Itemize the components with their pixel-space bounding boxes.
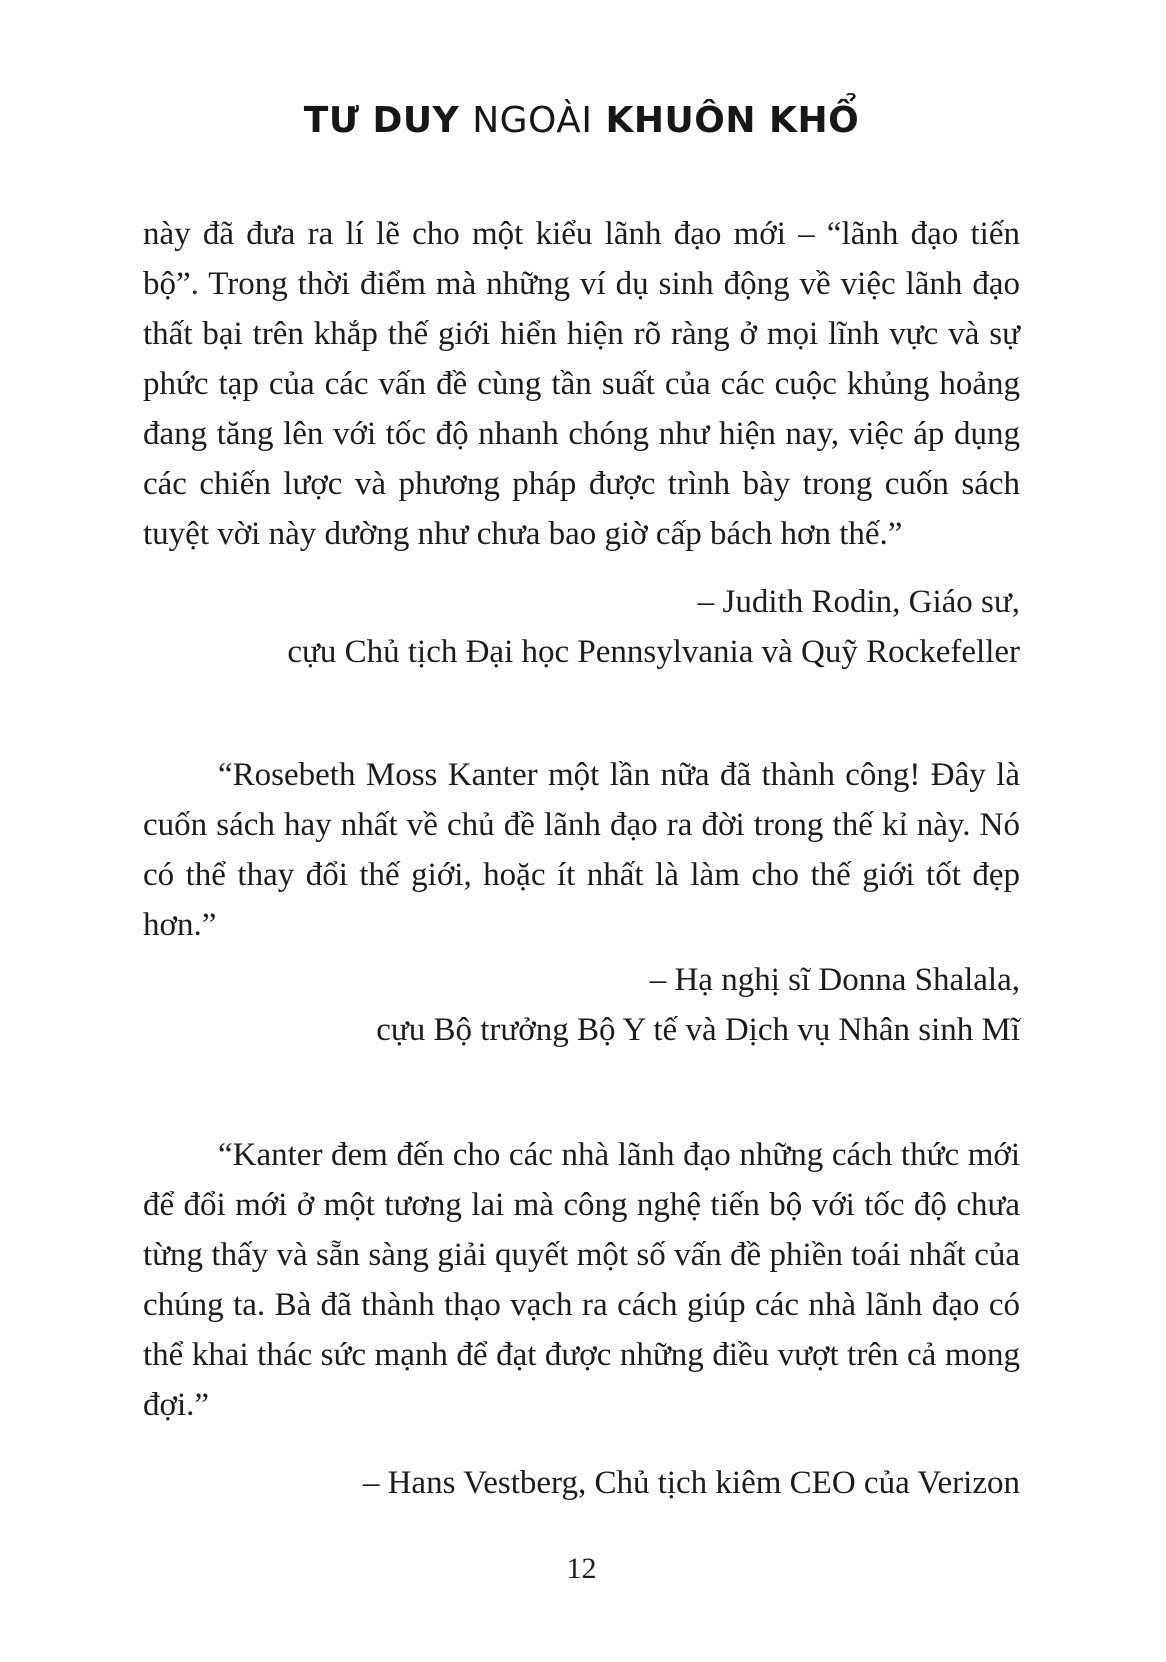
quote-paragraph-2: “Rosebeth Moss Kanter một lần nữa đã thành công! Đây là cuốn sách hay nhất về chủ đề lãnh đạo ra đời trong thế kỉ này. Nó có thể thay đổi thế giới, hoặc ít nhất là làm cho thế giới tốt đẹp hơn.”	[143, 757, 1020, 943]
page-number: 12	[566, 1552, 597, 1585]
quote-paragraph-3: “Kanter đem đến cho các nhà lãnh đạo những cách thức mới để đổi mới ở một tương lai mà công nghệ tiến bộ với tốc độ chưa từng thấy và sẵn sàng giải quyết một số vấn đề phiền toái nhất của chúng ta. Bà đã thành thạo vạch ra cách giúp các nhà lãnh đạo có thể khai thác sức mạnh để đạt được những điều vượt trên cả mong đợi.”	[143, 1137, 1020, 1423]
attribution-3	[143, 1458, 1020, 1508]
attribution-1	[143, 577, 1020, 677]
title-part-3: KHUÔN KHỔ	[605, 100, 860, 141]
attribution-3-line-1: – Hans Vestberg, Chủ tịch kiêm CEO của Verizon	[362, 1465, 1020, 1501]
attribution-2-line-1: – Hạ nghị sĩ Donna Shalala,	[649, 962, 1020, 998]
quote-paragraph-1: này đã đưa ra lí lẽ cho một kiểu lãnh đạo mới – “lãnh đạo tiến bộ”. Trong thời điểm mà những ví dụ sinh động về việc lãnh đạo thất bại trên khắp thế giới hiển hiện rõ ràng ở mọi lĩnh vực và sự phức tạp của các vấn đề cùng tần suất của các cuộc khủng hoảng đang tăng lên với tốc độ nhanh chóng như hiện nay, việc áp dụng các chiến lược và phương pháp được trình bày trong cuốn sách tuyệt vời này dường như chưa bao giờ cấp bách hơn thế.”	[143, 216, 1020, 552]
attribution-1-line-2: cựu Chủ tịch Đại học Pennsylvania và Quỹ Rockefeller	[287, 634, 1020, 670]
title-part-2: NGOÀI	[472, 100, 593, 141]
attribution-1-line-1: – Judith Rodin, Giáo sư,	[697, 584, 1020, 620]
attribution-2	[143, 955, 1020, 1055]
attribution-2-line-2: cựu Bộ trưởng Bộ Y tế và Dịch vụ Nhân sinh Mĩ	[376, 1012, 1020, 1048]
page-title	[143, 100, 1020, 141]
title-part-1: TƯ DUY	[303, 100, 460, 141]
